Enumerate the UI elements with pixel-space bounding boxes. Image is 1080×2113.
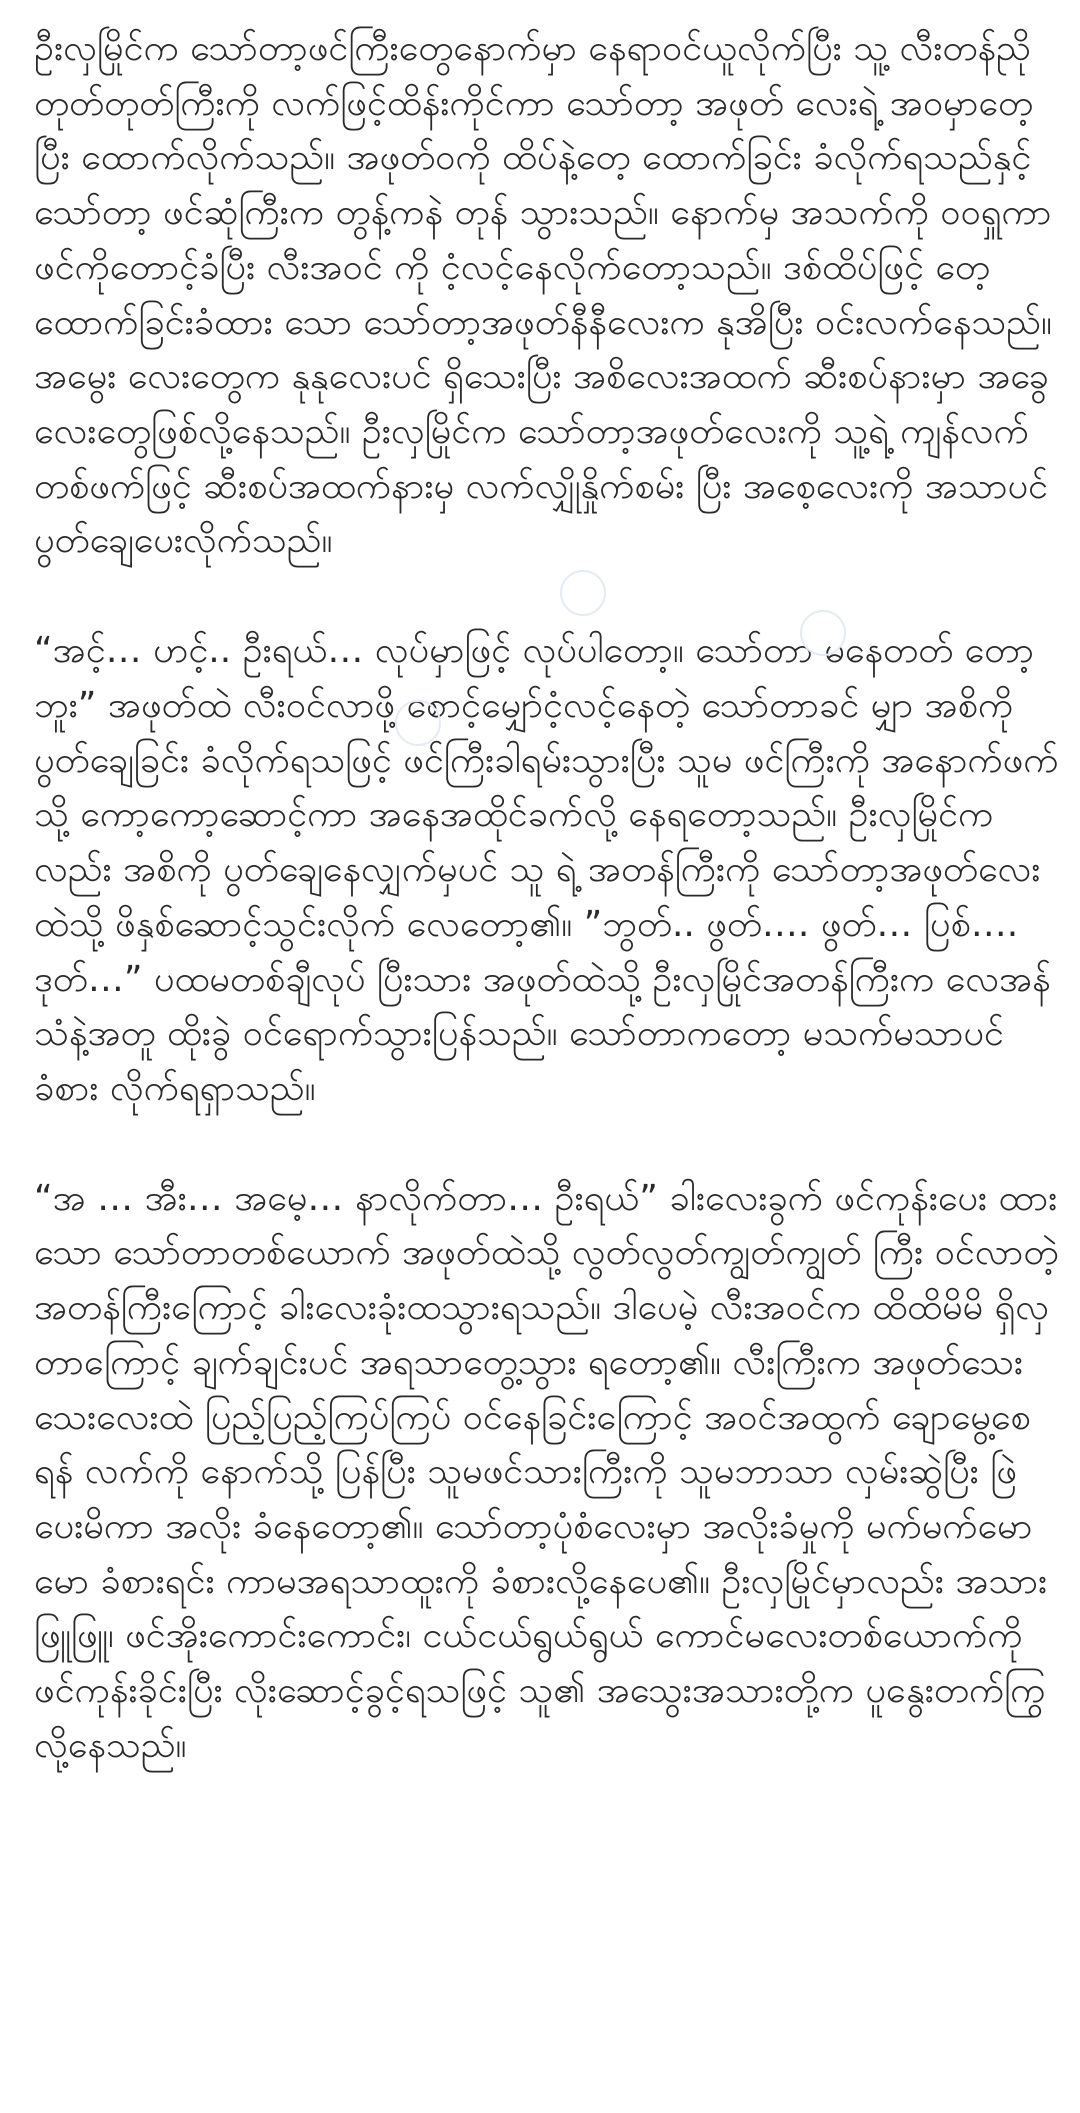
paragraph: “အင့်… ဟင့်.. ဦးရယ်… လုပ်မှာဖြင့် လုပ်ပါတော့။ သော်တာ မနေတတ် တော့ဘူး” အဖုတ်ထဲ လီးဝင်လာဖို့ စောင့်မျှော်ငံ့လင့်နေတဲ့ သော်တာခင် မျှာ အစိကို ပွတ်ချေခြင်း ခံလိုက်ရသဖြင့် ဖင်ကြီးခါရမ်းသွားပြီး သူမ ဖင်ကြီးကို အနောက်ဖက်သို့ ကော့ကော့ဆောင့်ကာ အနေအထိုင်ခက်လို့ နေရတော့သည်။ ဦးလှမြိုင်ကလည်း အစိကို ပွတ်ချေနေလျှက်မှပင် သူ ရဲ့ အတန်ကြီးကို သော်တာ့အဖုတ်လေးထဲသို့ ဖိနှစ်ဆောင့်သွင်းလိုက် လေတော့၏။ ”ဘွတ်.. ဖွတ်…. ဖွတ်… ပြစ်…. ဒုတ်…” ပထမတစ်ချီလုပ် ပြီးသား အဖုတ်ထဲသို့ ဦးလှမြိုင်အတန်ကြီးက လေအန်သံနဲ့အတူ ထိုးခွဲ ဝင်ရောက်သွားပြန်သည်။ သော်တာကတော့ မသက်မသာပင် ခံစား လိုက်ရရှာသည်။ — [34, 630, 1059, 1109]
paragraph: ဦးလှမြိုင်က သော်တာ့ဖင်ကြီးတွေနောက်မှာ နေရာဝင်ယူလိုက်ပြီး သူ့ လီးတန်ညိုတုတ်တုတ်ကြီးကို လက်ဖြင့်ထိန်းကိုင်ကာ သော်တာ့ အဖုတ် လေးရဲ့ အဝမှာတေ့ပြီး ထောက်လိုက်သည်။ အဖုတ်ဝကို ထိပ်နဲ့တေ့ ထောက်ခြင်း ခံလိုက်ရသည်နှင့် သော်တာ့ ဖင်ဆုံကြီးက တွန့်ကနဲ တုန် သွားသည်။ နောက်မှ အသက်ကို ဝဝရှူကာ ဖင်ကိုတောင့်ခံပြီး လီးအဝင် ကို ငံ့လင့်နေလိုက်တော့သည်။ ဒစ်ထိပ်ဖြင့် တေ့ထောက်ခြင်းခံထား သော သော်တာ့အဖုတ်နီနီလေးက နုအိပြီး ဝင်းလက်နေသည်။ အမွေး လေးတွေက နုနုလေးပင် ရှိသေးပြီး အစိလေးအထက် ဆီးစပ်နားမှာ အခွေလေးတွေဖြစ်လို့နေသည်။ ဦးလှမြိုင်က သော်တာ့အဖုတ်လေးကို သူ့ရဲ့ ကျန်လက်တစ်ဖက်ဖြင့် ဆီးစပ်အထက်နားမှ လက်လျှိုနှိုက်စမ်း ပြီး အစေ့လေးကို အသာပင် ပွတ်ချေပေးလိုက်သည်။ — [34, 28, 1052, 562]
paragraph: “အ … အီး… အမေ့… နာလိုက်တာ… ဦးရယ်” ခါးလေးခွက် ဖင်ကုန်းပေး ထားသော သော်တာတစ်ယောက် အဖုတ်ထဲသို့ လွတ်လွတ်ကျွတ်ကျွတ် ကြီး ဝင်လာတဲ့ အတန်ကြီးကြောင့် ခါးလေးခုံးထသွားရသည်။ ဒါပေမဲ့ လီးအဝင်က ထိထိမိမိ ရှိလှတာကြောင့် ချက်ချင်းပင် အရသာတွေ့သွား ရတော့၏။ လီးကြီးက အဖုတ်သေးသေးလေးထဲ ပြည့်ပြည့်ကြပ်ကြပ် ဝင်နေခြင်းကြောင့် အဝင်အထွက် ချောမွေ့စေရန် လက်ကို နောက်သို့ ပြန်ပြီး သူမဖင်သားကြီးကို သူမဘာသာ လှမ်းဆွဲပြီး ဖြဲပေးမိကာ အလိုး ခံနေတော့၏။ သော်တာ့ပုံစံလေးမှာ အလိုးခံမှုကို မက်မက်မောမော ခံစားရင်း ကာမအရသာထူးကို ခံစားလို့နေပေ၏။ ဦးလှမြိုင်မှာလည်း အသားဖြူဖြူ၊ ဖင်အိုးကောင်းကောင်း၊ ငယ်ငယ်ရွယ်ရွယ် ကောင်မလေးတစ်ယောက်ကို ဖင်ကုန်းခိုင်းပြီး လိုးဆောင့်ခွင့်ရသဖြင့် သူ၏ အသွေးအသားတို့က ပူနွေးတက်ကြွလို့နေသည်။ — [34, 1177, 1059, 1766]
article-body — [34, 22, 1064, 2102]
